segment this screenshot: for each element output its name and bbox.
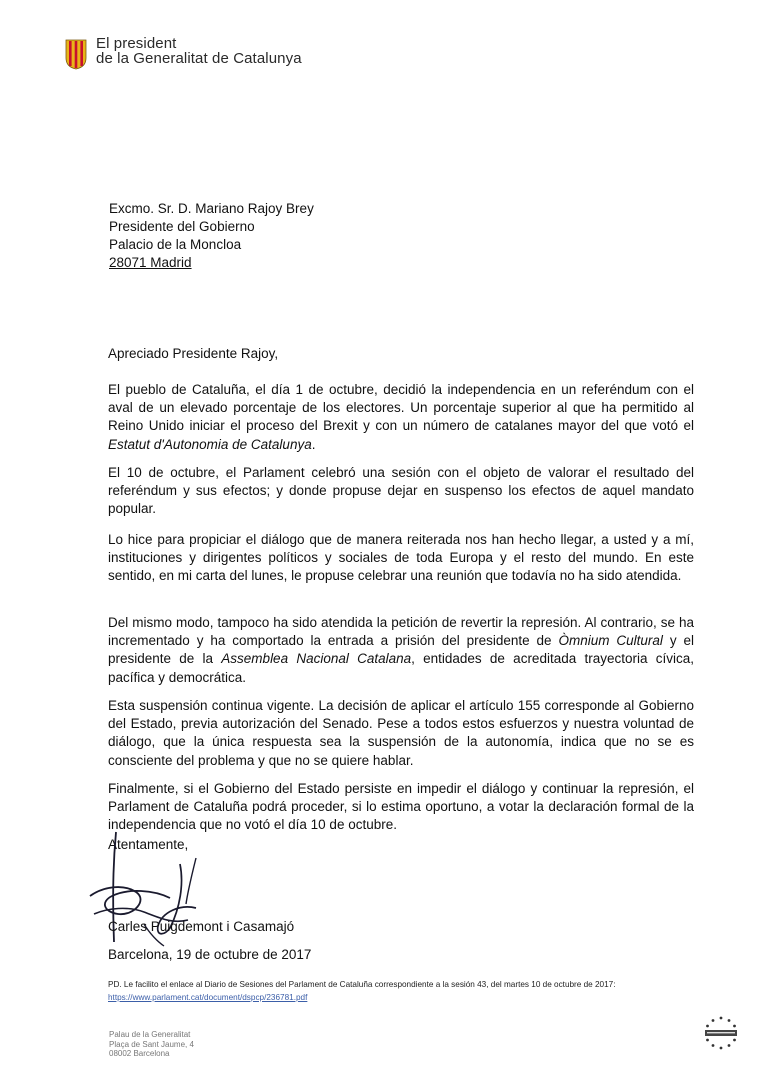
paragraph-4-text-e: , entidades de acreditada trayectoria cívica, pacífica y democrática. <box>108 651 694 685</box>
omnium-name: Òmnium Cultural <box>558 633 663 649</box>
letterhead <box>64 36 302 70</box>
session-diary-link[interactable]: https://www.parlament.cat/document/dspcp/236781.pdf <box>108 993 308 1002</box>
paragraph-6: Finalmente, si el Gobierno del Estado persiste en impedir el diálogo y continuar la represión, el Parlament de Cataluña podrá proceder, si lo estima oportuno, a votar la declaración formal de la independencia que no votó el día 10 de octubre. <box>108 781 694 833</box>
paragraph-1 <box>108 381 694 454</box>
salutation: Apreciado Presidente Rajoy, <box>108 346 279 361</box>
postscript-text: PD. Le facilito el enlace al Diario de Sesiones del Parlament de Cataluña correspondiente a la sesión 43, del martes 10 de octubre de 2017: <box>108 980 616 989</box>
footer-line-2: Plaça de Sant Jaume, 4 <box>109 1039 194 1049</box>
anc-name: Assemblea Nacional Catalana <box>221 651 412 667</box>
paragraph-4-text-c: y el presidente de la <box>108 633 694 667</box>
footer-line-1: Palau de la Generalitat <box>109 1030 191 1039</box>
closing: Atentamente, <box>108 837 189 852</box>
paragraph-5: Esta suspensión continua vigente. La decisión de aplicar el artículo 155 corresponde al Gobierno del Estado, previa autorización del Senado. Pese a todos estos esfuerzos y nuestra voluntad de diálogo, que la única respuesta sea la suspensión de la autonomía, indica que no se es consciente del problema y que no se quiere hablar. <box>108 698 694 768</box>
paragraph-4 <box>108 614 694 687</box>
letterhead-line-2: de la Generalitat de Catalunya <box>96 50 302 67</box>
recipient-address <box>109 200 314 272</box>
footer-address <box>109 1030 194 1059</box>
recipient-building: Palacio de la Moncloa <box>109 237 242 252</box>
signer-name: Carles Puigdemont i Casamajó <box>108 919 295 934</box>
paragraph-1-end: . <box>311 436 316 452</box>
eco-paper-badge-icon <box>700 1012 742 1054</box>
statute-title: Estatut d'Autonomia de Catalunya <box>108 436 312 452</box>
recipient-city: 28071 Madrid <box>109 255 192 270</box>
paragraph-4-text-a: Del mismo modo, tampoco ha sido atendida la petición de revertir la represión. Al contrario, se ha incrementado y ha comportado la entrada a prisión del presidente de <box>108 615 694 649</box>
paragraph-1-text: El pueblo de Cataluña, el día 1 de octubre, decidió la independencia en un referéndum con el aval de un elevado porcentaje de los electores. Un porcentaje superior al que ha permitido al Reino Unido iniciar el proceso del Brexit y con un número de catalanes mayor del que votó el <box>108 382 694 434</box>
recipient-title: Presidente del Gobierno <box>109 219 255 234</box>
letterhead-line-1: El president <box>96 35 177 52</box>
paragraph-2: El 10 de octubre, el Parlament celebró una sesión con el objeto de valorar el resultado del referéndum y sus efectos; y donde propuse dejar en suspenso los efectos de aquel mandato popular. <box>108 465 694 517</box>
footer-line-3: 08002 Barcelona <box>109 1049 170 1058</box>
paragraph-3: Lo hice para propiciar el diálogo que de manera reiterada nos han hecho llegar, a usted y a mí, instituciones y dirigentes políticos y sociales de toda Europa y el resto del mundo. En este sentido, en mi carta del lunes, le propuse celebrar una reunión que todavía no ha sido atendida. <box>108 532 694 584</box>
postscript <box>108 978 698 1004</box>
generalitat-logo-icon <box>64 38 88 70</box>
place-and-date: Barcelona, 19 de octubre de 2017 <box>108 947 312 962</box>
recipient-name: Excmo. Sr. D. Mariano Rajoy Brey <box>109 201 314 216</box>
